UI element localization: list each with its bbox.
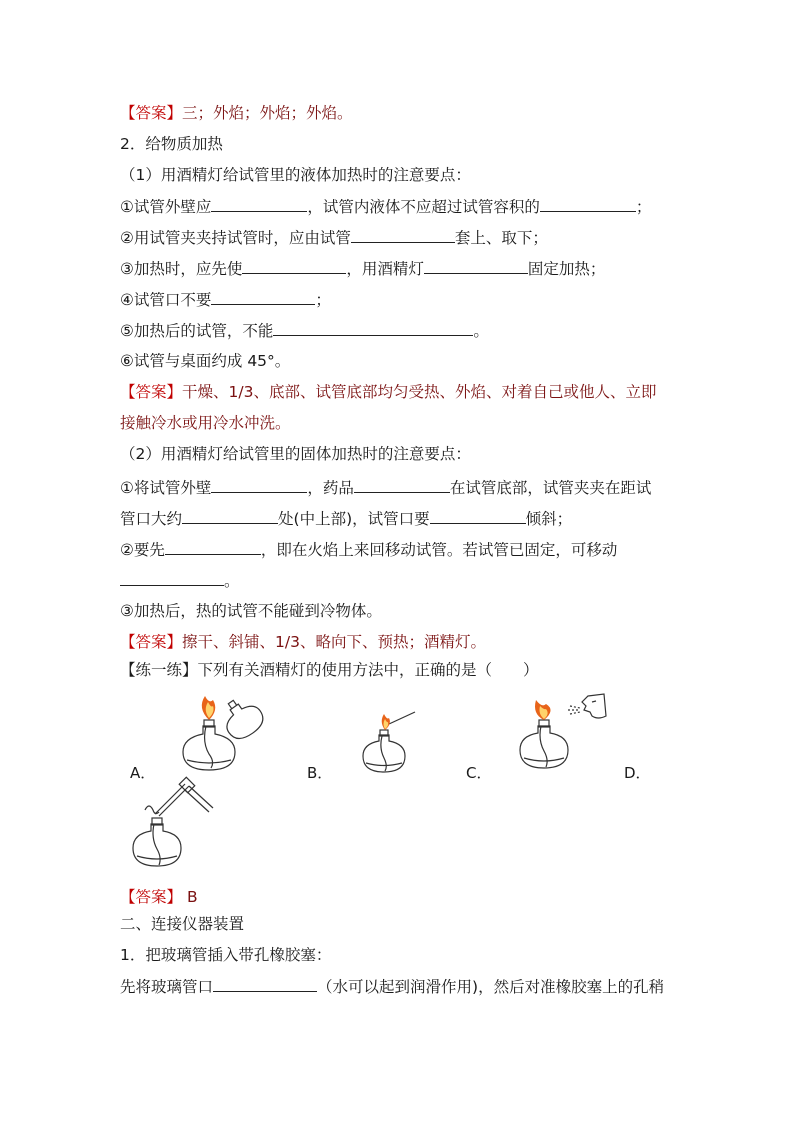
practice-tag: 【练一练】	[120, 661, 198, 679]
option-b-label[interactable]: B．	[307, 764, 333, 782]
answer-tag: 【答案】	[120, 888, 183, 906]
solid-point-2: ②要先 ，即在火焰上来回移动试管。若试管已固定，可移动	[120, 538, 617, 561]
blank-field[interactable]	[273, 319, 473, 336]
alcohol-lamp-blown-out-icon	[512, 688, 612, 778]
alcohol-lamp-with-test-tube-clamp-icon	[125, 776, 225, 876]
blank-field[interactable]	[211, 288, 315, 305]
liquid-point-1: ①试管外壁应 ，试管内液体不应超过试管容积的 ；	[120, 195, 651, 218]
option-a-label[interactable]: A．	[130, 764, 156, 782]
solid-point-2-cont: 。	[120, 569, 240, 592]
blank-field[interactable]	[120, 569, 224, 586]
section-2-title: 2．给物质加热	[120, 135, 223, 153]
blank-field[interactable]	[213, 975, 317, 992]
alcohol-lamp-lighting-from-another-lamp-icon	[175, 690, 285, 780]
answer-line-1	[120, 102, 353, 124]
answer-text: B	[182, 888, 198, 906]
blank-field[interactable]	[211, 195, 307, 212]
solid-point-3: ③加热后，热的试管不能碰到冷物体。	[120, 602, 382, 620]
option-c-label[interactable]: C．	[466, 764, 492, 782]
answer-line-2	[120, 381, 656, 403]
item-1-title: 1．把玻璃管插入带孔橡胶塞：	[120, 946, 332, 964]
answer-line-4	[120, 886, 198, 908]
answer-text: 三；外焰；外焰；外焰。	[182, 104, 353, 122]
answer-tag: 【答案】	[120, 633, 183, 651]
blank-field[interactable]	[424, 257, 528, 274]
blank-field[interactable]	[211, 476, 307, 493]
blank-field[interactable]	[351, 226, 455, 243]
practice-question	[120, 659, 539, 681]
blank-field[interactable]	[182, 507, 278, 524]
blank-field[interactable]	[540, 195, 636, 212]
answer-line-2-cont: 接触冷水或用冷水冲洗。	[120, 414, 291, 432]
solid-point-1: ①将试管外壁 ，药品 在试管底部，试管夹夹在距试	[120, 476, 651, 499]
solid-point-1-cont: 管口大约 处(中上部)，试管口要 倾斜；	[120, 507, 572, 530]
liquid-point-2: ②用试管夹夹持试管时，应由试管 套上、取下；	[120, 226, 548, 249]
liquid-point-6: ⑥试管与桌面约成 45°。	[120, 352, 291, 370]
blank-field[interactable]	[242, 257, 346, 274]
answer-tag: 【答案】	[120, 104, 183, 122]
blank-field[interactable]	[354, 476, 450, 493]
answer-text: 擦干、斜铺、1/3、略向下、预热；酒精灯。	[182, 633, 486, 651]
alcohol-lamp-lit-with-match-icon	[355, 700, 435, 780]
liquid-heating-title: （1）用酒精灯给试管里的液体加热时的注意要点：	[120, 166, 471, 184]
option-d-label[interactable]: D．	[624, 764, 651, 782]
blank-field[interactable]	[165, 538, 261, 555]
section-two-title: 二、连接仪器装置	[120, 915, 245, 933]
item-1-text: 先将玻璃管口 （水可以起到润滑作用)，然后对准橡胶塞上的孔稍	[120, 975, 664, 998]
liquid-point-5: ⑤加热后的试管，不能 。	[120, 319, 489, 342]
liquid-point-4: ④试管口不要 ；	[120, 288, 331, 311]
answer-tag: 【答案】	[120, 383, 183, 401]
answer-text: 干燥、1/3、底部、试管底部均匀受热、外焰、对着自己或他人、立即	[182, 383, 657, 401]
blank-field[interactable]	[430, 507, 526, 524]
answer-line-3	[120, 631, 486, 653]
solid-heating-title: （2）用酒精灯给试管里的固体加热时的注意要点：	[120, 445, 471, 463]
liquid-point-3: ③加热时，应先使 ，用酒精灯 固定加热；	[120, 257, 605, 280]
question-text: 下列有关酒精灯的使用方法中，正确的是（ ）	[197, 661, 539, 679]
